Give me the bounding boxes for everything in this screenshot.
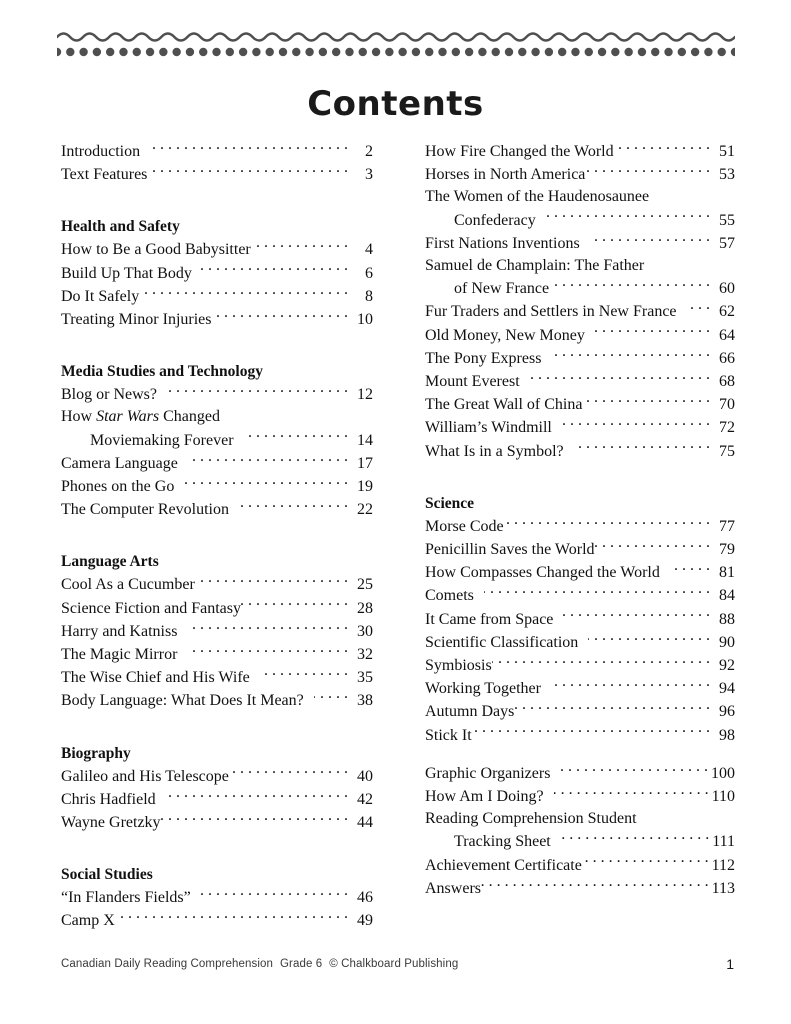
toc-entry-page-number: 30 bbox=[357, 622, 373, 640]
toc-entry-title: Phones on the Go bbox=[61, 478, 175, 496]
dot-leader bbox=[167, 383, 348, 399]
dot-leader bbox=[184, 475, 348, 491]
toc-entry-title: Science Fiction and Fantasy bbox=[61, 599, 241, 617]
border-dot bbox=[372, 48, 380, 56]
dot-leader bbox=[150, 140, 348, 156]
toc-entry[interactable] bbox=[61, 666, 373, 689]
toc-entry-page-number: 62 bbox=[719, 303, 735, 321]
toc-entry[interactable] bbox=[61, 163, 373, 186]
border-dot bbox=[545, 48, 553, 56]
toc-entry-page-number: 70 bbox=[719, 396, 735, 414]
dot-leader bbox=[687, 300, 710, 316]
toc-entry-title: The Wise Chief and His Wife bbox=[61, 669, 250, 687]
dot-leader bbox=[582, 393, 710, 409]
dot-leader bbox=[314, 689, 348, 705]
toc-entry-title: The Magic Mirror bbox=[61, 646, 178, 664]
toc-entry[interactable] bbox=[425, 584, 735, 607]
border-dot bbox=[292, 48, 300, 56]
toc-entry[interactable] bbox=[61, 573, 373, 596]
border-dot bbox=[279, 48, 287, 56]
dot-leader bbox=[229, 765, 348, 781]
toc-entry[interactable] bbox=[425, 654, 735, 677]
border-dot bbox=[252, 48, 260, 56]
dot-leader bbox=[187, 643, 348, 659]
toc-entry-title: The Women of the Haudenosaunee bbox=[425, 188, 650, 206]
toc-entry[interactable] bbox=[425, 440, 735, 463]
toc-entry-page-number: 100 bbox=[711, 764, 735, 782]
toc-entry-page-number: 10 bbox=[357, 311, 373, 329]
toc-entry-page-number: 72 bbox=[719, 419, 735, 437]
toc-entry-title: What Is in a Symbol? bbox=[425, 442, 564, 460]
dot-leader bbox=[561, 830, 709, 846]
toc-entry[interactable] bbox=[61, 811, 373, 834]
dot-leader bbox=[514, 700, 710, 716]
dot-leader bbox=[560, 762, 708, 778]
toc-entry-title: Confederacy bbox=[454, 211, 536, 229]
footer-series-title: Canadian Daily Reading Comprehension bbox=[61, 958, 274, 970]
dot-leader bbox=[563, 608, 710, 624]
toc-entry[interactable] bbox=[425, 538, 735, 561]
dot-leader bbox=[530, 370, 710, 386]
border-dot bbox=[186, 48, 194, 56]
toc-entry[interactable] bbox=[425, 324, 735, 347]
toc-entry[interactable] bbox=[61, 689, 373, 712]
toc-entry-title-pre: How bbox=[61, 408, 97, 426]
dot-leader bbox=[492, 654, 710, 670]
border-dot bbox=[398, 48, 406, 56]
toc-entry-title: How Fire Changed the World bbox=[425, 143, 614, 160]
toc-entry[interactable] bbox=[61, 238, 373, 261]
toc-entry[interactable] bbox=[425, 762, 735, 785]
toc-entry-page-number: 25 bbox=[357, 576, 373, 594]
dot-leader bbox=[161, 811, 348, 827]
toc-entry-title bbox=[61, 406, 220, 428]
border-dot bbox=[531, 48, 539, 56]
dot-leader bbox=[151, 163, 348, 179]
toc-entry[interactable] bbox=[425, 232, 735, 255]
dot-leader bbox=[595, 324, 710, 340]
border-dot bbox=[212, 48, 220, 56]
dot-leader bbox=[551, 347, 710, 363]
toc-entry[interactable] bbox=[61, 475, 373, 498]
toc-entry[interactable] bbox=[61, 498, 373, 521]
toc-entry-title: Fur Traders and Settlers in New France bbox=[425, 303, 677, 321]
toc-section-heading: Media Studies and Technology bbox=[61, 363, 263, 381]
toc-entry[interactable] bbox=[61, 788, 373, 811]
toc-entry-page-number: 64 bbox=[719, 326, 735, 344]
toc-entry-line[interactable] bbox=[425, 255, 735, 277]
toc-entry-title: Build Up That Body bbox=[61, 264, 192, 282]
border-dot bbox=[571, 48, 579, 56]
top-border-graphic bbox=[57, 28, 735, 62]
border-dot bbox=[332, 48, 340, 56]
toc-entry-title: Comets bbox=[425, 587, 474, 605]
toc-entry-page-number: 94 bbox=[719, 680, 735, 698]
toc-entry-page-number: 81 bbox=[719, 564, 735, 582]
border-dot bbox=[664, 48, 672, 56]
toc-entry-page-number: 53 bbox=[719, 166, 735, 184]
toc-entry-title: Body Language: What Does It Mean? bbox=[61, 692, 304, 710]
toc-entry[interactable] bbox=[61, 909, 373, 932]
border-dot bbox=[239, 48, 247, 56]
toc-entry-page-number: 3 bbox=[365, 166, 373, 184]
toc-entry-page-number: 19 bbox=[357, 478, 373, 496]
toc-entry-title: Camera Language bbox=[61, 454, 178, 472]
toc-entry[interactable] bbox=[425, 700, 735, 723]
toc-entry[interactable] bbox=[425, 347, 735, 370]
dot-leader bbox=[260, 666, 348, 682]
toc-entry-page-number: 42 bbox=[357, 790, 373, 808]
toc-entry-title: Tracking Sheet bbox=[454, 833, 551, 851]
toc-entry-page-number: 98 bbox=[719, 726, 735, 744]
dot-leader bbox=[472, 724, 710, 740]
toc-entry[interactable] bbox=[61, 765, 373, 788]
footer-copyright: © Chalkboard Publishing bbox=[329, 958, 459, 970]
border-dot bbox=[159, 48, 167, 56]
toc-entry-page-number: 55 bbox=[719, 211, 735, 229]
border-dot bbox=[146, 48, 154, 56]
toc-entry[interactable] bbox=[61, 597, 373, 620]
toc-entry[interactable] bbox=[425, 724, 735, 747]
toc-entry-title: How Compasses Changed the World bbox=[425, 564, 660, 582]
toc-section-heading: Science bbox=[425, 494, 475, 512]
dot-leader bbox=[504, 515, 710, 531]
toc-entry[interactable] bbox=[425, 515, 735, 538]
toc-entry-title: Wayne Gretzky bbox=[61, 814, 161, 832]
border-dot bbox=[691, 48, 699, 56]
dot-leader bbox=[574, 440, 710, 456]
toc-entry-title: “In Flanders Fields” bbox=[61, 889, 191, 907]
toc-entry-page-number: 79 bbox=[719, 541, 735, 559]
toc-left-column bbox=[61, 140, 373, 933]
border-dot bbox=[57, 48, 61, 56]
toc-entry[interactable] bbox=[425, 370, 735, 393]
dot-leader bbox=[588, 631, 710, 647]
toc-entry-title: Cool As a Cucumber bbox=[61, 576, 195, 594]
border-dot bbox=[93, 48, 101, 56]
toc-entry-title: Text Features bbox=[61, 166, 148, 184]
toc-entry-page-number: 90 bbox=[719, 633, 735, 651]
toc-entry-title: Mount Everest bbox=[425, 373, 520, 391]
toc-entry-page-number: 17 bbox=[357, 454, 373, 472]
toc-entry-page-number: 46 bbox=[357, 889, 373, 907]
dot-leader bbox=[484, 584, 710, 600]
border-dot bbox=[585, 48, 593, 56]
toc-entry-page-number: 84 bbox=[719, 587, 735, 605]
toc-entry-line[interactable] bbox=[61, 406, 373, 428]
toc-entry-page-number: 35 bbox=[357, 669, 373, 687]
toc-entry[interactable] bbox=[61, 262, 373, 285]
section-gap bbox=[61, 834, 373, 849]
toc-entry-title: Scientific Classification bbox=[425, 633, 579, 651]
dot-leader bbox=[244, 429, 348, 445]
toc-entry[interactable] bbox=[61, 383, 373, 406]
toc-entry-page-number: 113 bbox=[711, 879, 735, 897]
border-dot bbox=[718, 48, 726, 56]
dot-leader bbox=[115, 909, 348, 925]
dot-leader bbox=[239, 498, 348, 514]
border-dot bbox=[731, 48, 735, 56]
toc-entry-title: Answers bbox=[425, 879, 481, 897]
toc-entry-title: Moviemaking Forever bbox=[90, 431, 234, 449]
toc-entry-page-number: 22 bbox=[357, 501, 373, 519]
toc-entry-title: The Computer Revolution bbox=[61, 501, 229, 519]
toc-entry[interactable] bbox=[425, 608, 735, 631]
toc-section-heading: Biography bbox=[61, 744, 131, 762]
section-gap bbox=[425, 463, 735, 478]
section-gap bbox=[61, 331, 373, 346]
dot-leader bbox=[195, 573, 348, 589]
toc-entry-page-number: 38 bbox=[357, 692, 373, 710]
toc-entry-page-number: 111 bbox=[712, 833, 735, 851]
toc-entry-title: Galileo and His Telescope bbox=[61, 767, 229, 785]
toc-entry[interactable] bbox=[425, 209, 735, 232]
border-dot bbox=[558, 48, 566, 56]
border-dot bbox=[385, 48, 393, 56]
toc-entry-title: Symbiosis bbox=[425, 657, 492, 675]
toc-entry[interactable] bbox=[425, 277, 735, 300]
toc-entry-title: Do It Safely bbox=[61, 287, 140, 305]
border-dot bbox=[106, 48, 114, 56]
section-gap bbox=[61, 521, 373, 536]
toc-entry-title: of New France bbox=[454, 280, 550, 298]
toc-entry[interactable] bbox=[425, 140, 735, 163]
toc-entry-title: Chris Hadfield bbox=[61, 790, 156, 808]
dot-leader bbox=[481, 877, 709, 893]
toc-entry-page-number: 12 bbox=[357, 386, 373, 404]
border-dot bbox=[172, 48, 180, 56]
toc-entry-page-number: 28 bbox=[357, 599, 373, 617]
toc-entry-title: Stick It bbox=[425, 726, 472, 744]
dot-leader bbox=[551, 677, 710, 693]
border-dot bbox=[465, 48, 473, 56]
toc-right-column bbox=[425, 140, 735, 900]
toc-entry[interactable] bbox=[425, 416, 735, 439]
toc-entry-page-number: 77 bbox=[719, 517, 735, 535]
border-dot bbox=[226, 48, 234, 56]
border-dot bbox=[704, 48, 712, 56]
toc-entry-page-number: 49 bbox=[357, 912, 373, 930]
toc-entry-title: Samuel de Champlain: The Father bbox=[425, 257, 645, 275]
border-dot bbox=[518, 48, 526, 56]
toc-entry-page-number: 88 bbox=[719, 610, 735, 628]
toc-entry[interactable] bbox=[61, 140, 373, 163]
toc-entry-title-italic: Star Wars bbox=[96, 408, 160, 426]
toc-entry-page-number: 66 bbox=[719, 349, 735, 367]
page-number: 1 bbox=[726, 956, 734, 972]
toc-entry-page-number: 40 bbox=[357, 767, 373, 785]
border-dot bbox=[492, 48, 500, 56]
toc-entry-title: How to Be a Good Babysitter bbox=[61, 241, 251, 259]
border-dot bbox=[319, 48, 327, 56]
toc-entry-title: Horses in North America bbox=[425, 166, 586, 184]
toc-entry-title: Morse Code bbox=[425, 517, 504, 535]
toc-entry[interactable] bbox=[425, 163, 735, 186]
toc-entry[interactable] bbox=[425, 854, 735, 877]
toc-entry-page-number: 32 bbox=[357, 646, 373, 664]
toc-entry-title: Autumn Days bbox=[425, 703, 515, 721]
toc-entry-page-number: 51 bbox=[719, 143, 735, 160]
toc-entry[interactable] bbox=[61, 308, 373, 331]
toc-entry-page-number: 110 bbox=[711, 788, 735, 806]
toc-entry[interactable] bbox=[61, 429, 373, 452]
border-dot bbox=[478, 48, 486, 56]
border-dot bbox=[638, 48, 646, 56]
toc-entry-line[interactable] bbox=[425, 808, 735, 830]
toc-section-heading: Social Studies bbox=[61, 866, 153, 884]
footer-grade: Grade 6 bbox=[280, 958, 323, 970]
toc-section-heading: Health and Safety bbox=[61, 218, 180, 236]
toc-entry[interactable] bbox=[425, 677, 735, 700]
toc-entry-page-number: 44 bbox=[357, 814, 373, 832]
toc-entry-page-number: 6 bbox=[365, 264, 373, 282]
page-title: Contents bbox=[307, 84, 484, 124]
toc-entry-title: Treating Minor Injuries bbox=[61, 311, 212, 329]
toc-entry-page-number: 96 bbox=[719, 703, 735, 721]
border-dot bbox=[199, 48, 207, 56]
border-dot bbox=[678, 48, 686, 56]
toc-entry-page-number: 68 bbox=[719, 373, 735, 391]
toc-entry[interactable] bbox=[425, 785, 735, 808]
toc-entry-title: Camp X bbox=[61, 912, 115, 930]
toc-entry-line[interactable] bbox=[425, 186, 735, 208]
section-gap bbox=[61, 186, 373, 201]
toc-entry[interactable] bbox=[425, 877, 735, 900]
dot-leader bbox=[196, 262, 348, 278]
border-dot bbox=[345, 48, 353, 56]
border-dot bbox=[359, 48, 367, 56]
toc-entry[interactable] bbox=[61, 886, 373, 909]
toc-entry[interactable] bbox=[61, 643, 373, 666]
dot-leader bbox=[585, 163, 710, 179]
dot-leader bbox=[166, 788, 348, 804]
toc-entry-title: The Pony Express bbox=[425, 349, 542, 367]
toc-entry-page-number: 8 bbox=[365, 287, 373, 305]
toc-entry[interactable] bbox=[425, 631, 735, 654]
toc-entry-title: First Nations Inventions bbox=[425, 234, 580, 252]
dot-leader bbox=[187, 620, 348, 636]
toc-entry-page-number: 92 bbox=[719, 657, 735, 675]
toc-entry-title: Working Together bbox=[425, 680, 541, 698]
border-dot bbox=[505, 48, 513, 56]
toc-entry[interactable] bbox=[61, 285, 373, 308]
toc-entry-title: Achievement Certificate bbox=[425, 856, 582, 874]
border-dot bbox=[133, 48, 141, 56]
dot-leader bbox=[546, 209, 710, 225]
toc-entry-title: Penicillin Saves the World bbox=[425, 541, 595, 559]
border-dot bbox=[425, 48, 433, 56]
dot-leader bbox=[201, 886, 348, 902]
dot-leader bbox=[188, 452, 348, 468]
toc-entry[interactable] bbox=[425, 830, 735, 853]
toc-entry[interactable] bbox=[425, 561, 735, 584]
dot-leader bbox=[143, 285, 348, 301]
dot-leader bbox=[554, 785, 709, 801]
toc-entry-title-post: Changed bbox=[159, 408, 220, 426]
dot-leader bbox=[241, 597, 348, 613]
dot-leader bbox=[562, 416, 710, 432]
border-dot bbox=[624, 48, 632, 56]
toc-entry-title: Blog or News? bbox=[61, 386, 157, 404]
dot-leader bbox=[595, 538, 710, 554]
toc-entry-title: Graphic Organizers bbox=[425, 764, 551, 782]
dot-leader bbox=[614, 140, 710, 156]
toc-entry[interactable] bbox=[425, 393, 735, 416]
toc-entry[interactable] bbox=[61, 620, 373, 643]
border-dot bbox=[611, 48, 619, 56]
toc-entry-page-number: 75 bbox=[719, 442, 735, 460]
border-dot bbox=[66, 48, 74, 56]
toc-entry-page-number: 2 bbox=[365, 143, 373, 160]
dot-leader bbox=[590, 232, 710, 248]
toc-entry-page-number: 14 bbox=[357, 431, 373, 449]
border-dot bbox=[266, 48, 274, 56]
toc-entry-title: Harry and Katniss bbox=[61, 622, 178, 640]
toc-entry-title: The Great Wall of China bbox=[425, 396, 583, 414]
toc-entry-title: Reading Comprehension Student bbox=[425, 810, 637, 828]
dot-leader bbox=[251, 238, 348, 254]
toc-entry-title: It Came from Space bbox=[425, 610, 554, 628]
toc-section-heading: Language Arts bbox=[61, 553, 159, 571]
toc-entry-page-number: 112 bbox=[711, 856, 735, 874]
section-gap bbox=[61, 713, 373, 728]
dot-leader bbox=[549, 277, 710, 293]
toc-entry-title: William’s Windmill bbox=[425, 419, 552, 437]
toc-entry-page-number: 60 bbox=[719, 280, 735, 298]
section-gap bbox=[425, 747, 735, 762]
toc-entry-title: Old Money, New Money bbox=[425, 326, 585, 344]
toc-entry-title: How Am I Doing? bbox=[425, 788, 544, 806]
toc-entry-title: Introduction bbox=[61, 143, 141, 160]
dot-leader bbox=[216, 308, 348, 324]
border-dot bbox=[438, 48, 446, 56]
dot-leader bbox=[670, 561, 710, 577]
border-dot bbox=[651, 48, 659, 56]
toc-entry-page-number: 4 bbox=[365, 241, 373, 259]
border-dot bbox=[79, 48, 87, 56]
dot-leader bbox=[582, 854, 709, 870]
border-dot bbox=[598, 48, 606, 56]
border-dot bbox=[119, 48, 127, 56]
border-dot bbox=[452, 48, 460, 56]
toc-entry[interactable] bbox=[61, 452, 373, 475]
wavy-line-and-dots-icon bbox=[57, 28, 735, 62]
border-dot bbox=[412, 48, 420, 56]
toc-entry[interactable] bbox=[425, 300, 735, 323]
border-dot bbox=[305, 48, 313, 56]
toc-entry-page-number: 57 bbox=[719, 234, 735, 252]
